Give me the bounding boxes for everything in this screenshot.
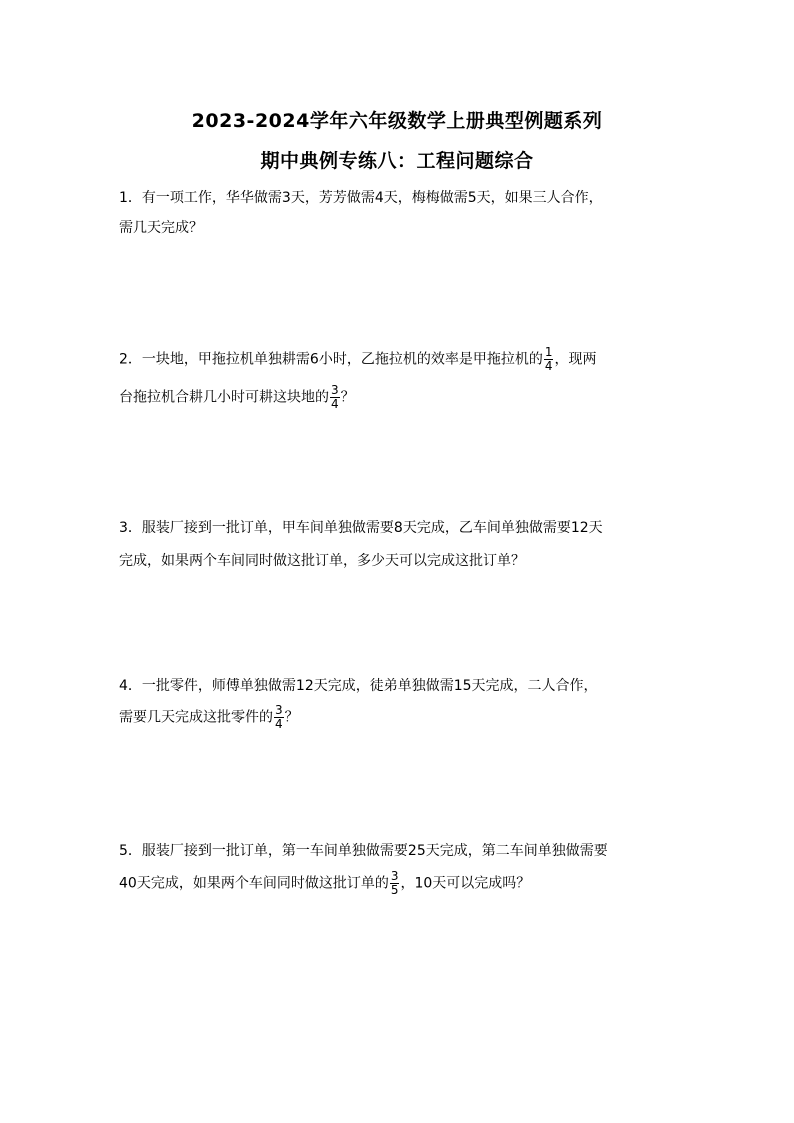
- question-3-line-2: 完成，如果两个车间同时做这批订单，多少天可以完成这批订单？: [119, 553, 525, 569]
- question-5-text-a: 40天完成，如果两个车间同时做这批订单的: [119, 875, 389, 892]
- question-2-text-a: 2．一块地，甲拖拉机单独耕需6小时，乙拖拉机的效率是甲拖拉机的: [119, 351, 543, 368]
- question-5-text-b: ，10天可以完成吗？: [400, 875, 531, 892]
- fraction-denominator: 4: [544, 359, 553, 373]
- fraction-one-quarter: [544, 346, 554, 373]
- question-2-text-b: ，现两: [554, 351, 597, 368]
- question-4-line-1: 4．一批零件，师傅单独做需12天完成，徒弟单独做需15天完成，二人合作，: [119, 678, 598, 694]
- question-5-line-1: 5．服装厂接到一批订单，第一车间单独做需要25天完成，第二车间单独做需要: [119, 843, 608, 859]
- question-1-line-2: 需几天完成？: [119, 220, 203, 236]
- page-subtitle: 期中典例专练八：工程问题综合: [260, 150, 534, 172]
- question-2-text-d: ？: [340, 389, 355, 406]
- fraction-numerator: 1: [544, 345, 553, 359]
- fraction-numerator: 3: [390, 869, 399, 883]
- fraction-denominator: 4: [331, 397, 339, 411]
- question-1-line-1: 1．有一项工作，华华做需3天，芳芳做需4天，梅梅做需5天，如果三人合作，: [119, 190, 603, 206]
- question-2-line-2: [119, 384, 355, 411]
- fraction-three-quarters: [274, 704, 284, 731]
- fraction-three-quarters: [330, 384, 340, 411]
- fraction-numerator: 3: [331, 383, 339, 397]
- question-4-text-a: 需要几天完成这批零件的: [119, 709, 273, 726]
- question-5-line-2: [119, 870, 530, 897]
- question-3-line-1: 3．服装厂接到一批订单，甲车间单独做需要8天完成，乙车间单独做需要12天: [119, 520, 603, 536]
- question-4-text-b: ？: [284, 709, 299, 726]
- question-4-line-2: [119, 704, 299, 731]
- question-2-line-1: [119, 346, 596, 373]
- fraction-denominator: 5: [390, 883, 399, 897]
- fraction-denominator: 4: [275, 717, 283, 731]
- fraction-three-fifths: [390, 870, 400, 897]
- fraction-numerator: 3: [275, 703, 283, 717]
- question-2-text-c: 台拖拉机合耕几小时可耕这块地的: [119, 389, 329, 406]
- page-title: 2023-2024学年六年级数学上册典型例题系列: [191, 110, 603, 132]
